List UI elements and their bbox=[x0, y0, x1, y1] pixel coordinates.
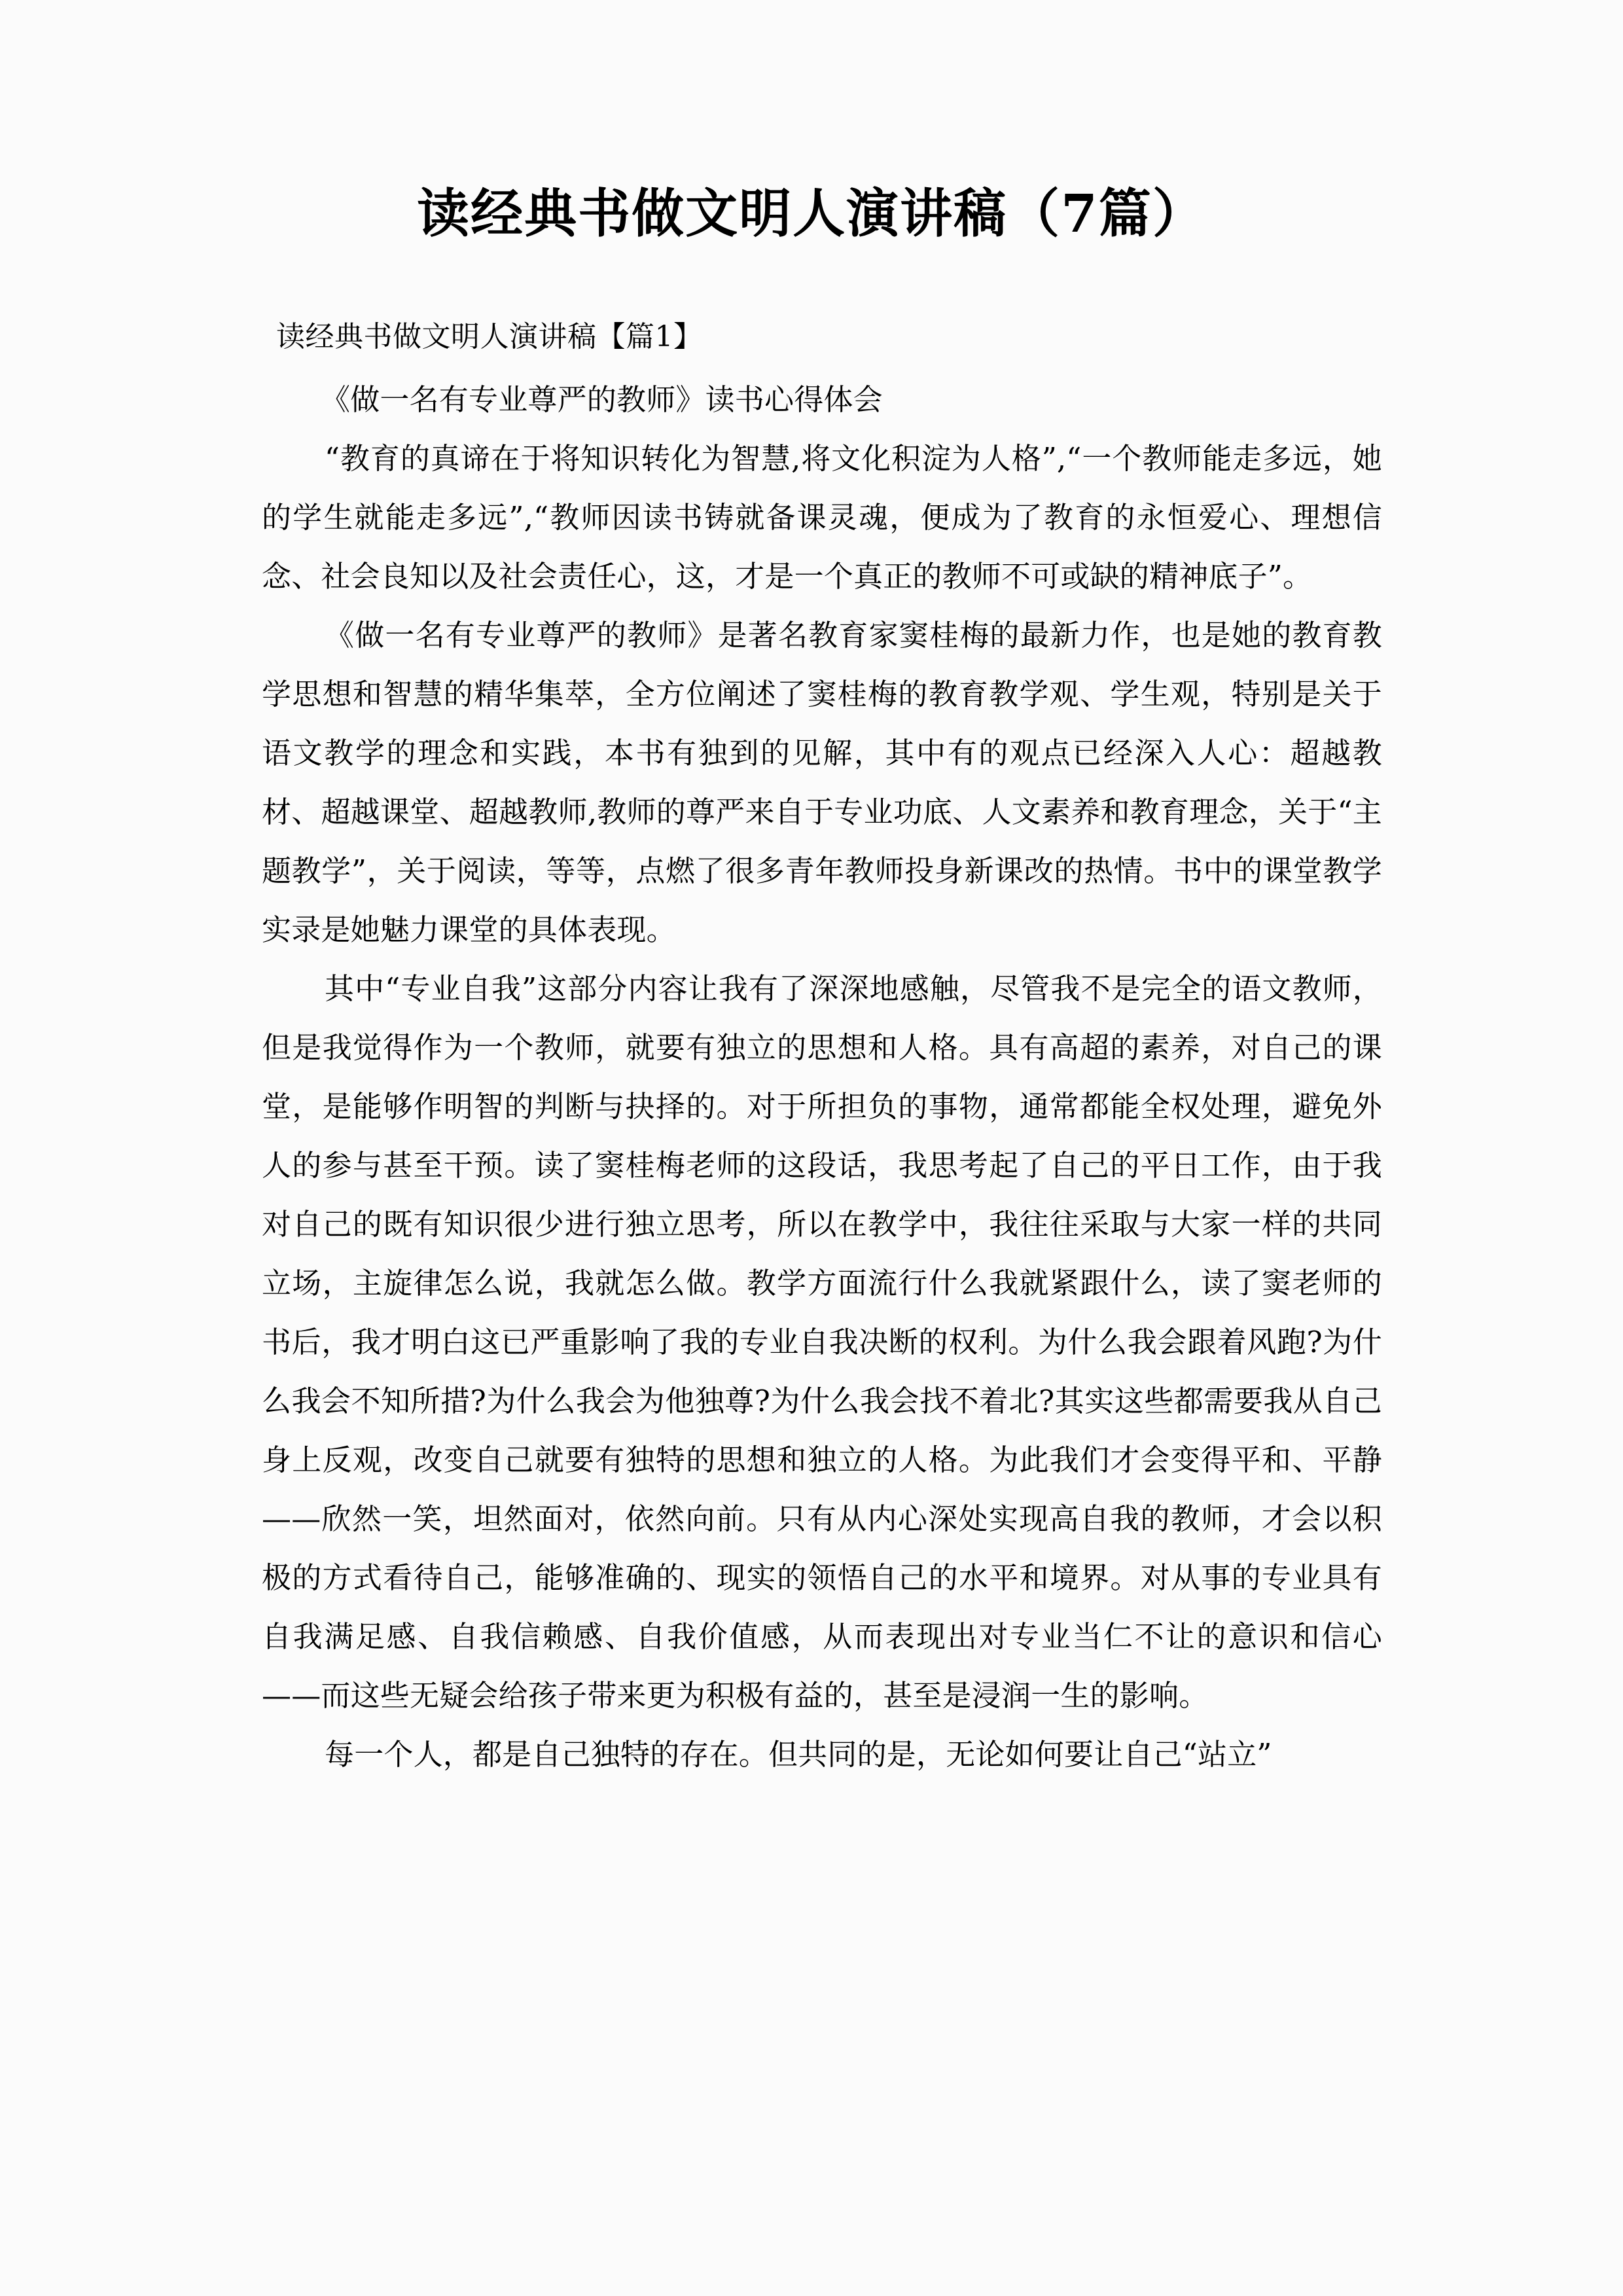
subheading-paragraph: 《做一名有专业尊严的教师》读书心得体会 bbox=[321, 382, 883, 417]
page-title: 读经典书做文明人演讲稿（7篇） bbox=[417, 183, 1206, 244]
document-body bbox=[262, 308, 1382, 1784]
body-paragraph-1: “教育的真谛在于将知识转化为智慧,将文化积淀为人格”,“一个教师能走多远，她的学生就能走多远”,“教师因读书铸就备课灵魂，便成为了教育的永恒爱心、理想信念、社会良知以及社会责任心，这，才是一个真正的教师不可或缺的精神底子”。 bbox=[262, 441, 1382, 594]
body-paragraph-2: 《做一名有专业尊严的教师》是著名教育家窦桂梅的最新力作，也是她的教育教学思想和智慧的精华集萃，全方位阐述了窦桂梅的教育教学观、学生观，特别是关于语文教学的理念和实践，本书有独到的见解，其中有的观点已经深入人心：超越教材、超越课堂、超越教师,教师的尊严来自于专业功底、人文素养和教育理念，关于“主题教学”，关于阅读，等等，点燃了很多青年教师投身新课改的热情。书中的课堂教学实录是她魅力课堂的具体表现。 bbox=[262, 618, 1382, 947]
section-heading: 读经典书做文明人演讲稿【篇1】 bbox=[276, 320, 703, 353]
body-paragraph-3: 其中“专业自我”这部分内容让我有了深深地感触，尽管我不是完全的语文教师，但是我觉得作为一个教师，就要有独立的思想和人格。具有高超的素养，对自己的课堂，是能够作明智的判断与抉择的。对于所担负的事物，通常都能全权处理，避免外人的参与甚至干预。读了窦桂梅老师的这段话，我思考起了自己的平日工作，由于我对自己的既有知识很少进行独立思考，所以在教学中，我往往采取与大家一样的共同立场，主旋律怎么说，我就怎么做。教学方面流行什么我就紧跟什么，读了窦老师的书后，我才明白这已严重影响了我的专业自我决断的权利。为什么我会跟着风跑?为什么我会不知所措?为什么我会为他独尊?为什么我会找不着北?其实这些都需要我从自己身上反观，改变自己就要有独特的思想和独立的人格。为此我们才会变得平和、平静——欣然一笑，坦然面对，依然向前。只有从内心深处实现高自我的教师，才会以积极的方式看待自己，能够准确的、现实的领悟自己的水平和境界。对从事的专业具有自我满足感、自我信赖感、自我价值感，从而表现出对专业当仁不让的意识和信心——而这些无疑会给孩子带来更为积极有益的，甚至是浸润一生的影响。 bbox=[262, 971, 1382, 1713]
body-paragraph-4: 每一个人，都是自己独特的存在。但共同的是，无论如何要让自己“站立” bbox=[325, 1737, 1272, 1772]
